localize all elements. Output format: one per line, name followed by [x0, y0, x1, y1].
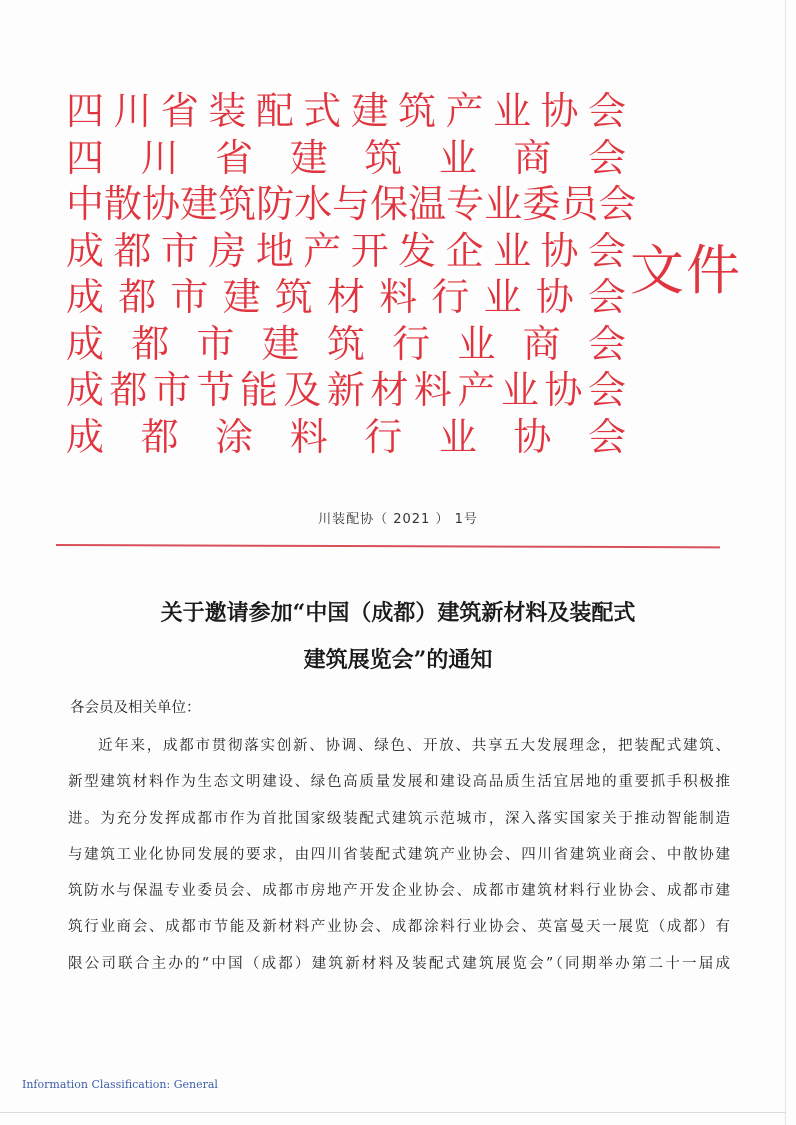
org-char: 业: [493, 228, 532, 273]
org-char: 都: [113, 228, 152, 273]
org-char: 业: [438, 414, 477, 459]
org-char: 产: [445, 89, 484, 133]
org-line: [66, 88, 626, 135]
org-char: 筑: [218, 182, 257, 226]
org-char: 业: [438, 135, 477, 180]
org-char: 业: [483, 275, 522, 319]
org-char: 房: [208, 228, 247, 273]
org-char: 成: [66, 228, 105, 273]
org-line: [66, 228, 626, 275]
org-line: [66, 135, 626, 182]
body-line: 近年来，成都市贯彻落实创新、协调、绿色、开放、共享五大发展理念，把装配式建筑、: [98, 738, 730, 754]
org-line: [66, 274, 626, 321]
org-char: 配: [255, 89, 294, 133]
org-char: 筑: [364, 135, 403, 180]
org-char: 都: [131, 321, 170, 366]
org-char: 建: [180, 182, 219, 226]
body-line: 筑行业商会、成都市节能及新材料产业协会、成都涂料行业协会、英富曼天一展览（成都）有: [68, 919, 730, 936]
body-paragraph: [68, 734, 730, 988]
salutation: 各会员及相关单位：: [70, 700, 201, 716]
org-char: 会: [587, 368, 626, 412]
body-line: 与建筑工业化协同发展的要求，由四川省装配式建筑产业协会、四川省建筑业商会、中散协建: [68, 846, 730, 863]
org-char: 成: [66, 321, 105, 366]
org-line: [66, 181, 637, 228]
org-char: 业: [457, 321, 496, 366]
org-char: 与: [332, 182, 371, 226]
body-line: 进。为充分发挥成都市作为首批国家级装配式建筑示范城市，深入落实国家关于推动智能制造: [68, 810, 730, 827]
org-char: 式: [303, 89, 342, 133]
org-char: 业: [484, 182, 523, 226]
org-char: 成: [66, 275, 105, 319]
org-char: 商: [522, 321, 561, 366]
org-char: 产: [457, 368, 496, 412]
org-line: [66, 367, 626, 414]
page-edge: [785, 0, 786, 1125]
org-char: 协: [535, 275, 574, 319]
org-char: 会: [587, 89, 626, 133]
org-char: 川: [140, 135, 179, 180]
org-char: 川: [113, 89, 152, 133]
org-char: 都: [118, 275, 157, 319]
org-char: 市: [170, 275, 209, 319]
org-char: 行: [364, 414, 403, 459]
org-char: 市: [196, 321, 235, 366]
red-divider: [56, 544, 720, 548]
org-char: 会: [598, 182, 637, 226]
org-char: 温: [408, 182, 447, 226]
org-char: 材: [326, 275, 365, 319]
org-char: 能: [239, 368, 278, 412]
org-char: 发: [398, 228, 437, 273]
org-char: 会: [587, 321, 626, 366]
org-char: 业: [493, 89, 532, 133]
org-char: 协: [142, 182, 181, 226]
org-char: 协: [513, 414, 552, 459]
org-char: 成: [66, 414, 105, 459]
notice-title-line-2: 建筑展览会”的通知: [303, 647, 493, 673]
org-char: 料: [289, 414, 328, 459]
org-char: 会: [587, 414, 626, 459]
org-char: 四: [66, 89, 105, 133]
org-char: 散: [104, 182, 143, 226]
org-char: 筑: [274, 275, 313, 319]
org-line: [66, 414, 626, 461]
org-char: 涂: [215, 414, 254, 459]
org-char: 节: [196, 368, 235, 412]
org-char: 新: [326, 368, 365, 412]
org-char: 筑: [326, 321, 365, 366]
org-char: 装: [208, 89, 247, 133]
org-char: 协: [540, 89, 579, 133]
org-char: 建: [222, 275, 261, 319]
org-char: 及: [283, 368, 322, 412]
org-char: 市: [152, 368, 191, 412]
body-line: 筑防水与保温专业委员会、成都市房地产开发企业协会、成都市建筑材料行业协会、成都市建: [68, 883, 730, 900]
classification-label: Information Classification: General: [22, 1078, 218, 1091]
org-char: 商: [513, 135, 552, 180]
page-edge: [0, 1112, 786, 1113]
org-char: 都: [109, 368, 148, 412]
org-char: 料: [379, 275, 418, 319]
org-char: 都: [140, 414, 179, 459]
org-char: 行: [392, 321, 431, 366]
org-char: 专: [446, 182, 485, 226]
org-char: 市: [160, 228, 199, 273]
org-char: 筑: [398, 89, 437, 133]
org-char: 员: [560, 182, 599, 226]
org-char: 地: [255, 228, 294, 273]
org-char: 建: [261, 321, 300, 366]
org-char: 保: [370, 182, 409, 226]
org-char: 会: [587, 135, 626, 180]
body-line: 限公司联合主办的“中国（成都）建筑新材料及装配式建筑展览会”（同期举办第二十一届成: [68, 955, 730, 972]
org-char: 中: [66, 182, 105, 226]
org-char: 产: [303, 228, 342, 273]
org-char: 业: [500, 368, 539, 412]
body-line: 新型建筑材料作为生态文明建设、绿色高质量发展和建设高品质生活宜居地的重要抓手积极推: [68, 774, 730, 791]
document-number: 川装配协（ 2021 ） 1号: [318, 512, 478, 527]
org-char: 料: [413, 368, 452, 412]
org-char: 企: [445, 228, 484, 273]
org-char: 委: [522, 182, 561, 226]
org-char: 四: [66, 135, 105, 180]
org-char: 材: [370, 368, 409, 412]
document-type-label: 文件: [630, 239, 742, 302]
issuing-organizations: [66, 88, 637, 460]
org-char: 协: [544, 368, 583, 412]
org-char: 水: [294, 182, 333, 226]
org-char: 省: [215, 135, 254, 180]
org-char: 行: [431, 275, 470, 319]
notice-title-line-1: 关于邀请参加“中国（成都）建筑新材料及装配式: [160, 600, 636, 626]
org-char: 会: [587, 228, 626, 273]
org-char: 成: [66, 368, 105, 412]
org-char: 开: [350, 228, 389, 273]
org-char: 协: [540, 228, 579, 273]
org-line: [66, 321, 626, 368]
org-char: 建: [289, 135, 328, 180]
org-char: 会: [587, 275, 626, 319]
org-char: 防: [256, 182, 295, 226]
org-char: 建: [350, 89, 389, 133]
org-char: 省: [160, 89, 199, 133]
